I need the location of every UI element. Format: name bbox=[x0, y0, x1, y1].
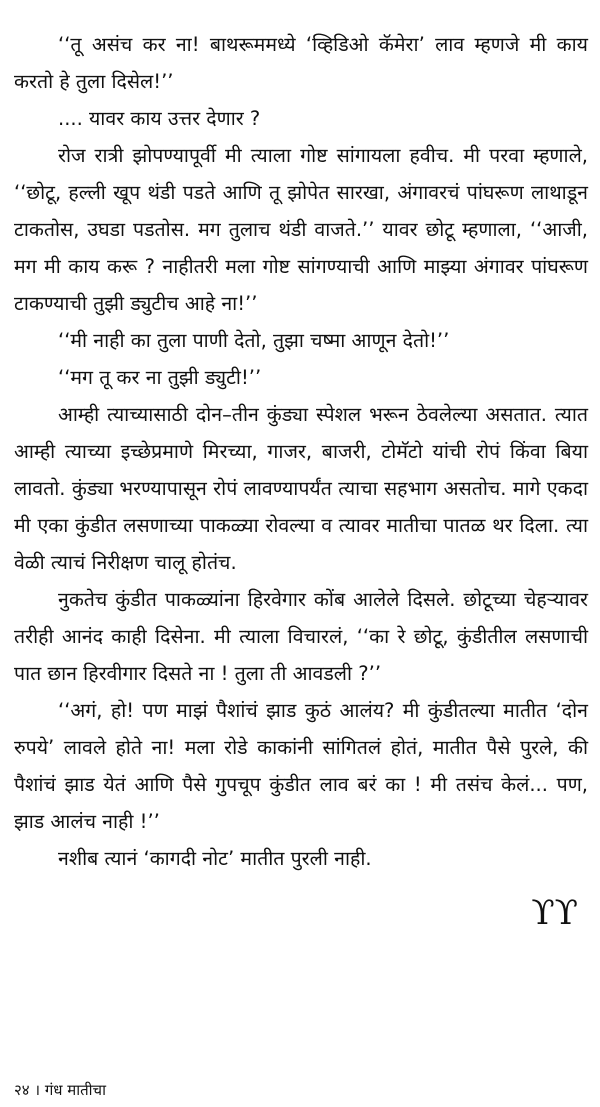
paragraph-6: आम्ही त्याच्यासाठी दोन–तीन कुंड्या स्पेशल भरून ठेवलेल्या असतात. त्यात आम्ही त्याच्या इच्छेप्रमाणे मिरच्या, गाजर, बाजरी, टोमॅटो यांची रोपं किंवा बिया लावतो. कुंड्या भरण्यापासून रोपं लावण्यापर्यंत त्याचा सहभाग असतोच. मागे एकदा मी एका कुंडीत लसणाच्या पाकळ्या रोवल्या व त्यावर मातीचा पातळ थर दिला. त्या वेळी त्याचं निरीक्षण चालू होतंच. bbox=[14, 403, 588, 574]
paragraph-5: ‘‘मग तू कर ना तुझी ड्युटी!’’ bbox=[58, 366, 262, 389]
story-text bbox=[14, 26, 588, 877]
paragraph-9: नशीब त्यानं ‘कागदी नोट’ मातीत पुरली नाही. bbox=[58, 847, 372, 870]
paragraph-8: ‘‘अगं, हो! पण माझं पैशांचं झाड कुठं आलंय? मी कुंडीतल्या मातीत ‘दोन रुपये’ लावले होते ना! मला रोडे काकांनी सांगितलं होतं, मातीत पैसे पुरले, की पैशांचं झाड येतं आणि पैसे गुपचूप कुंडीत लाव बरं का ! मी तसंच केलं... पण, झाड आलंच नाही !’’ bbox=[14, 699, 588, 833]
paragraph-1: ‘‘तू असंच कर ना! बाथरूममध्ये ‘व्हिडिओ कॅमेरा’ लाव म्हणजे मी काय करतो हे तुला दिसेल!’’ bbox=[14, 33, 588, 93]
paragraph-7: नुकतेच कुंडीत पाकळ्यांना हिरवेगार कोंब आलेले दिसले. छोटूच्या चेहऱ्यावर तरीही आनंद काही दिसेना. मी त्याला विचारलं, ‘‘का रे छोटू, कुंडीतील लसणाची पात छान हिरवीगार दिसते ना ! तुला ती आवडली ?’’ bbox=[14, 588, 588, 685]
section-mark: ϒϒ bbox=[531, 893, 578, 933]
paragraph-2: .... यावर काय उत्तर देणार ? bbox=[58, 107, 261, 130]
paragraph-4: ‘‘मी नाही का तुला पाणी देतो, तुझा चष्मा आणून देतो!’’ bbox=[58, 329, 450, 352]
paragraph-3: रोज रात्री झोपण्यापूर्वी मी त्याला गोष्ट सांगायला हवीच. मी परवा म्हणाले, ‘‘छोटू, हल्ली खूप थंडी पडते आणि तू झोपेत सारखा, अंगावरचं पांघरूण लाथाडून टाकतोस, उघडा पडतोस. मग तुलाच थंडी वाजते.’’ यावर छोटू म्हणाला, ‘‘आजी, मग मी काय करू ? नाहीतरी मला गोष्ट सांगण्याची आणि माझ्या अंगावर पांघरूण टाकण्याची तुझी ड्युटीच आहे ना!’’ bbox=[14, 144, 588, 315]
page-footer: २४ । गंध मातीचा bbox=[14, 1081, 106, 1099]
